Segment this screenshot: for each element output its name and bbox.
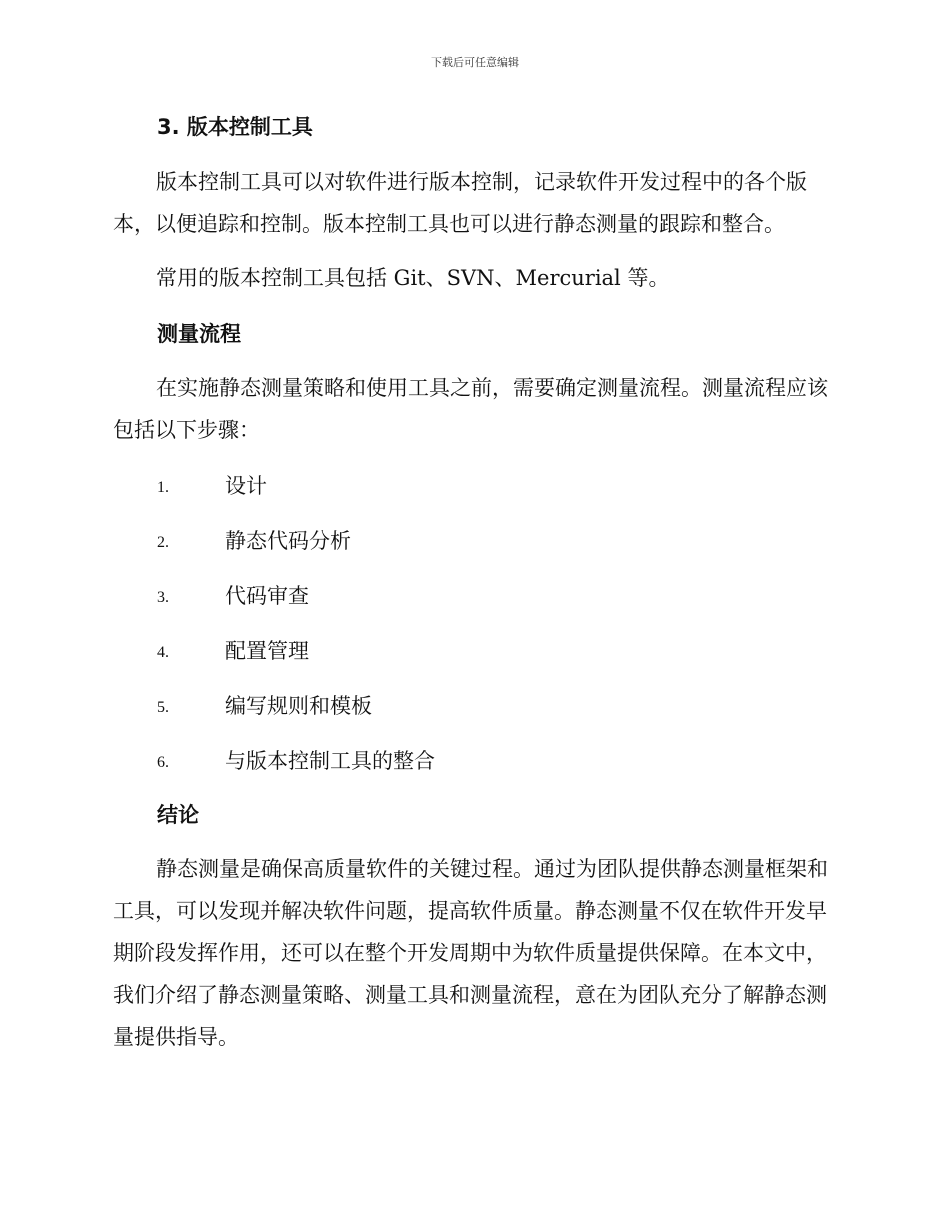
list-item-text: 代码审查 (225, 584, 309, 608)
list-item (157, 582, 309, 612)
paragraph-common-tools: 常用的版本控制工具包括 Git、SVN、Mercurial 等。 (156, 266, 670, 290)
list-item-number: 4. (157, 644, 169, 661)
paragraph-process-intro: 在实施静态测量策略和使用工具之前，需要确定测量流程。测量流程应该包括以下步骤： (113, 376, 828, 442)
list-item-number: 2. (157, 534, 169, 551)
paragraph-version-control-description: 版本控制工具可以对软件进行版本控制，记录软件开发过程中的各个版本，以便追踪和控制。版本控制工具也可以进行静态测量的跟踪和整合。 (113, 170, 807, 236)
list-item-number: 3. (157, 589, 169, 606)
list-item (157, 472, 267, 502)
list-item-number: 1. (157, 479, 169, 496)
list-item-text: 配置管理 (225, 639, 309, 663)
list-item-text: 设计 (225, 474, 267, 498)
list-item-number: 5. (157, 699, 169, 716)
heading-version-control: 3. 版本控制工具 (157, 115, 313, 139)
page-header: 下载后可任意编辑 (431, 56, 519, 69)
list-item (157, 527, 351, 557)
list-item (157, 692, 372, 722)
list-item (157, 637, 309, 667)
paragraph-conclusion: 静态测量是确保高质量软件的关键过程。通过为团队提供静态测量框架和工具，可以发现并解决软件问题，提高软件质量。静态测量不仅在软件开发早期阶段发挥作用，还可以在整个开发周期中为软件质量提供保障。在本文中，我们介绍了静态测量策略、测量工具和测量流程，意在为团队充分了解静态测量提供指导。 (113, 857, 828, 1049)
list-item-text: 静态代码分析 (225, 529, 351, 553)
list-item-number: 6. (157, 754, 169, 771)
heading-measurement-process: 测量流程 (157, 322, 241, 346)
heading-conclusion: 结论 (157, 803, 199, 827)
list-item-text: 编写规则和模板 (225, 694, 372, 718)
list-item-text: 与版本控制工具的整合 (225, 749, 435, 773)
list-item (157, 747, 435, 777)
